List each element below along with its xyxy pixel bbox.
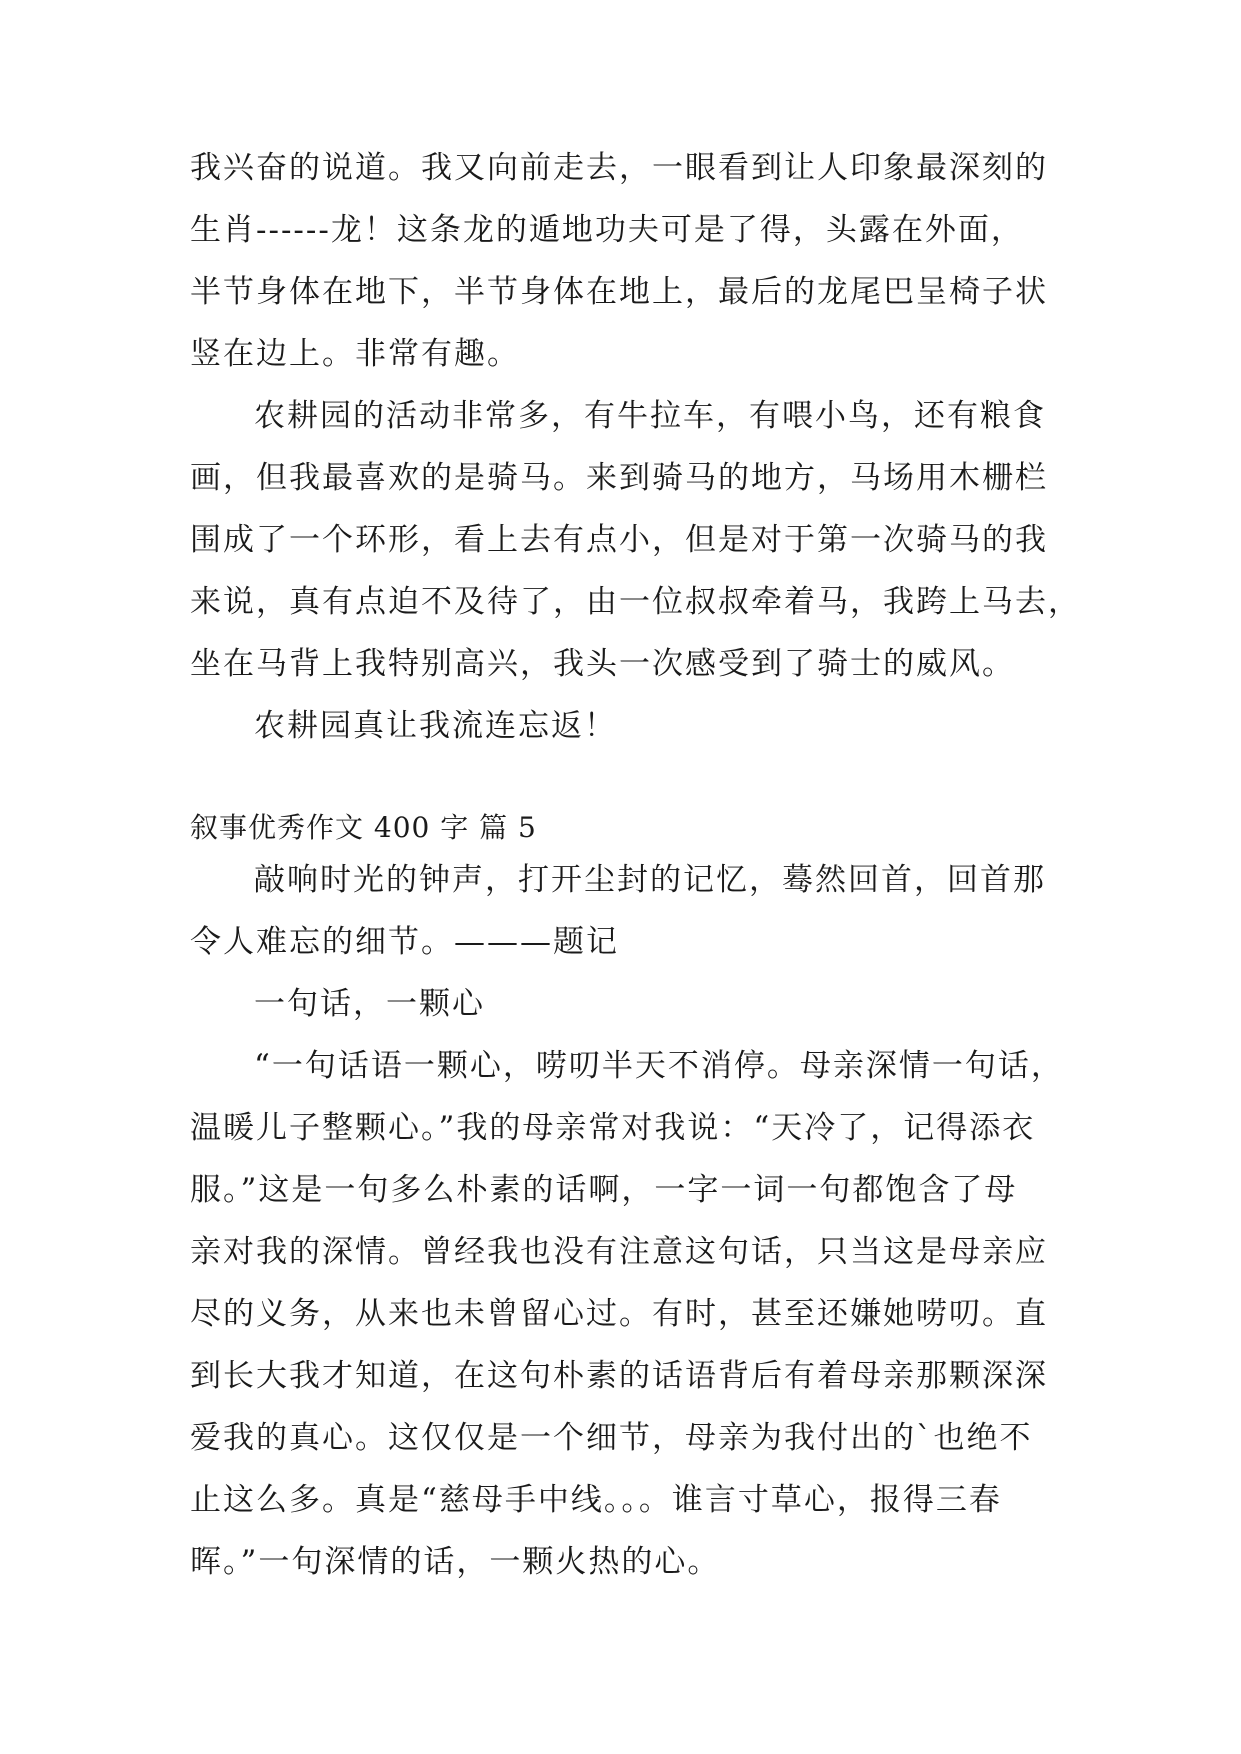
subheading: 一句话，一颗心	[254, 986, 485, 1022]
text-line: 服。”这是一句多么朴素的话啊，一字一词一句都饱含了母	[190, 1172, 1018, 1208]
text-line: 止这么多。真是“慈母手中线。。。谁言寸草心，报得三春	[190, 1482, 1002, 1518]
text-line: 令人难忘的细节。———题记	[190, 924, 619, 960]
paragraph-first-line: 农耕园真让我流连忘返！	[254, 708, 617, 744]
text-line: 坐在马背上我特别高兴，我头一次感受到了骑士的威风。	[190, 646, 1015, 682]
paragraph-first-line: 农耕园的活动非常多，有牛拉车，有喂小鸟，还有粮食	[254, 398, 1046, 434]
text-line: 尽的义务，从来也未曾留心过。有时，甚至还嫌她唠叨。直	[190, 1296, 1048, 1332]
text-line: 晖。”一句深情的话，一颗火热的心。	[190, 1544, 721, 1580]
text-line: 围成了一个环形，看上去有点小，但是对于第一次骑马的我	[190, 522, 1048, 558]
text-line: 亲对我的深情。曾经我也没有注意这句话，只当这是母亲应	[190, 1234, 1048, 1270]
text-line: 半节身体在地下，半节身体在地上，最后的龙尾巴呈椅子状	[190, 274, 1048, 310]
text-line: 温暖儿子整颗心。”我的母亲常对我说：“天冷了，记得添衣	[190, 1110, 1036, 1146]
text-line: 竖在边上。非常有趣。	[190, 336, 520, 372]
text-line: 来说，真有点迫不及待了，由一位叔叔牵着马，我跨上马去，	[190, 584, 1081, 620]
text-line: 生肖------龙！这条龙的遁地功夫可是了得，头露在外面，	[190, 212, 1024, 248]
text-line: 画，但我最喜欢的是骑马。来到骑马的地方，马场用木栅栏	[190, 460, 1048, 496]
text-line: 我兴奋的说道。我又向前走去，一眼看到让人印象最深刻的	[190, 150, 1048, 186]
paragraph-first-line: “一句话语一颗心，唠叨半天不消停。母亲深情一句话，	[254, 1048, 1064, 1084]
section-heading: 叙事优秀作文 400 字 篇 5	[190, 811, 537, 844]
text-line: 到长大我才知道，在这句朴素的话语背后有着母亲那颗深深	[190, 1358, 1048, 1394]
text-line: 爱我的真心。这仅仅是一个细节，母亲为我付出的`也绝不	[190, 1420, 1033, 1456]
paragraph-first-line: 敲响时光的钟声，打开尘封的记忆，蓦然回首，回首那	[254, 862, 1046, 898]
